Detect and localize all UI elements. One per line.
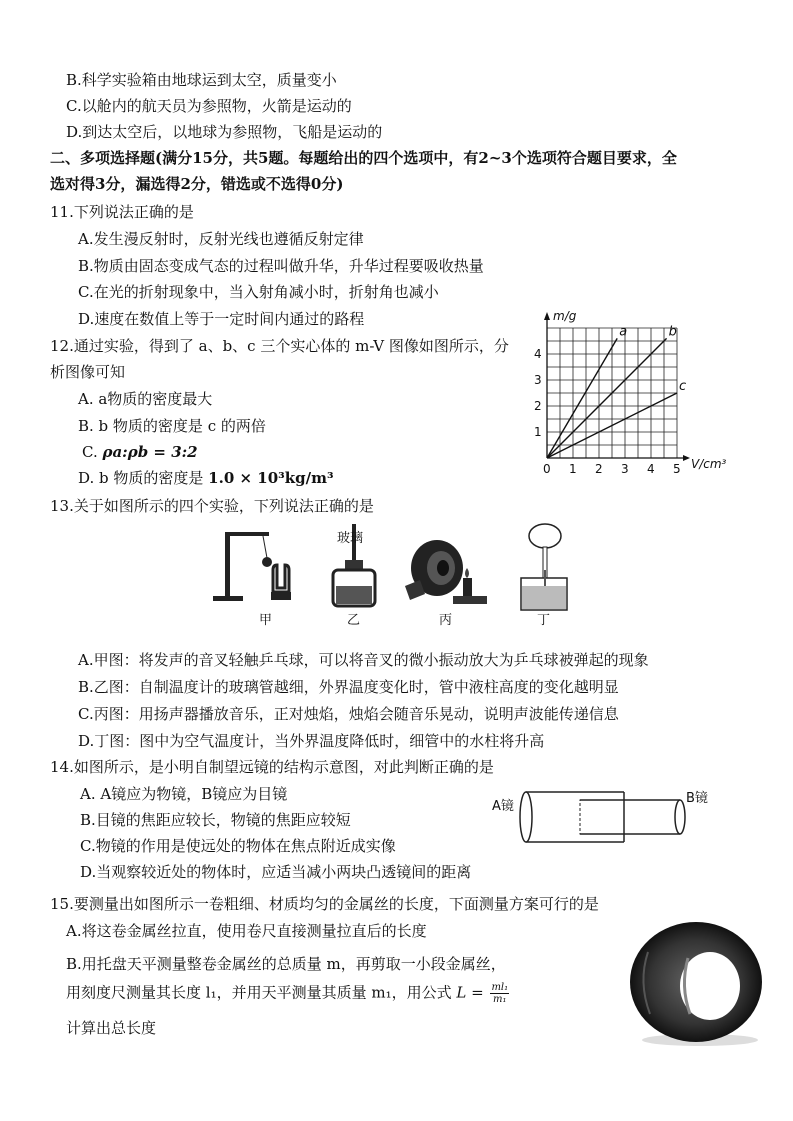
y-tick-label: 4 (534, 347, 542, 361)
y-tick-label: 2 (534, 399, 542, 413)
q15-formula-fraction (490, 982, 509, 1005)
q12-stem-line1: 12.通过实验，得到了 a、b、c 三个实心体的 m-V 图像如图所示，分 (50, 337, 509, 355)
q12-stem-line2: 析图像可知 (50, 363, 126, 381)
y-tick-label: 1 (534, 425, 542, 439)
q14-option-c: C.物镜的作用是使远处的物体在焦点附近成实像 (80, 837, 396, 855)
q15-option-a: A.将这卷金属丝拉直，使用卷尺直接测量拉直后的长度 (66, 922, 427, 940)
label-a-lens: A镜 (492, 799, 514, 814)
air-thermometer-setup (521, 524, 567, 610)
caption-ding: 丁 (537, 613, 551, 628)
m-v-chart (525, 306, 735, 476)
speaker-candle-setup (405, 540, 487, 604)
caption-jia: 甲 (259, 613, 273, 628)
q13-option-a: A.甲图：将发声的音叉轻触乒乓球，可以将音叉的微小振动放大为乒乓球被弹起的现象 (78, 651, 649, 669)
q11-option-a: A.发生漫反射时，反射光线也遵循反射定律 (78, 230, 364, 248)
label-glass: 玻璃 (337, 531, 364, 546)
b-lens (675, 800, 685, 834)
y-axis-label: m/g (553, 309, 577, 323)
x-tick-label: 5 (673, 462, 681, 476)
x-tick-label: 3 (621, 462, 629, 476)
q12-option-d-formula: 1.0 × 10³kg/m³ (208, 469, 334, 487)
telescope-diagram (488, 786, 723, 846)
q12-option-c-formula: ρa:ρb = 3:2 (102, 443, 198, 461)
caption-yi: 乙 (347, 613, 361, 628)
section-heading-line2: 选对得3分，漏选得2分，错选或不选得0分) (50, 175, 344, 193)
q10-option-c: C.以舱内的航天员为参照物，火箭是运动的 (66, 97, 352, 115)
series-label-b: b (668, 324, 677, 340)
q15-formula-lhs: L = (456, 983, 484, 1002)
x-tick-label: 4 (647, 462, 655, 476)
q14-option-a: A. A镜应为物镜，B镜应为目镜 (80, 785, 288, 803)
q12-option-c-prefix: C. (82, 443, 103, 461)
q15-option-b-line2 (66, 982, 509, 1005)
q15-formula-numerator: ml₁ (491, 982, 509, 993)
q10-option-d: D.到达太空后，以地球为参照物，飞船是运动的 (66, 123, 383, 141)
q12-option-c (82, 442, 198, 462)
q12-option-a: A. a物质的密度最大 (78, 390, 213, 408)
caption-bing: 丙 (439, 613, 453, 628)
y-tick-label: 3 (534, 373, 542, 387)
q13-option-c: C.丙图：用扬声器播放音乐，正对烛焰，烛焰会随音乐晃动，说明声波能传递信息 (78, 705, 619, 723)
q11-stem: 11.下列说法正确的是 (50, 203, 194, 221)
tuning-fork-pendulum-setup (213, 532, 291, 601)
q13-option-d: D.丁图：图中为空气温度计，当外界温度降低时，细管中的水柱将升高 (78, 732, 545, 750)
a-lens (520, 792, 532, 842)
q15-formula-denominator: m₁ (493, 994, 507, 1005)
q12-option-b: B. b 物质的密度是 c 的两倍 (78, 417, 266, 435)
q12-option-d-prefix: D. b 物质的密度是 (78, 469, 209, 487)
x-axis-label: V/cm³ (691, 457, 727, 471)
series-label-c: c (679, 379, 687, 394)
q15-stem: 15.要测量出如图所示一卷粗细、材质均匀的金属丝的长度，下面测量方案可行的是 (50, 895, 599, 913)
q14-option-d: D.当观察较近处的物体时，应适当减小两块凸透镜间的距离 (80, 863, 472, 881)
series-label-a: a (619, 324, 628, 340)
y-axis-arrow (544, 312, 550, 320)
x-axis-arrow (683, 455, 690, 461)
q13-experiments-figure (205, 520, 580, 630)
x-tick-label: 2 (595, 462, 603, 476)
label-b-lens: B镜 (686, 791, 708, 806)
q11-option-d: D.速度在数值上等于一定时间内通过的路程 (78, 310, 365, 328)
q13-option-b: B.乙图：自制温度计的玻璃管越细，外界温度变化时，管中液柱高度的变化越明显 (78, 678, 619, 696)
q13-stem: 13.关于如图所示的四个实验，下列说法正确的是 (50, 497, 374, 515)
x-tick-label: 1 (569, 462, 577, 476)
wire-coil-photo (618, 912, 778, 1052)
q15-option-b-line1: B.用托盘天平测量整卷金属丝的总质量 m，再剪取一小段金属丝， (66, 955, 506, 973)
q15-option-b-line3: 计算出总长度 (66, 1019, 157, 1037)
q10-option-b: B.科学实验箱由地球运到太空，质量变小 (66, 71, 337, 89)
section-heading-line1: 二、多项选择题(满分15分，共5题。每题给出的四个选项中，有2~3个选项符合题目要求，全 (50, 149, 677, 167)
q15-option-b-text: 用刻度尺测量其长度 l₁，并用天平测量其质量 m₁，用公式 (66, 983, 457, 1002)
q14-option-b: B.目镜的焦距应较长，物镜的焦距应较短 (80, 811, 351, 829)
q11-option-b: B.物质由固态变成气态的过程叫做升华，升华过程要吸收热量 (78, 257, 484, 275)
x-tick-label: 0 (543, 462, 551, 476)
q12-option-d (78, 468, 334, 488)
q14-stem: 14.如图所示，是小明自制望远镜的结构示意图，对此判断正确的是 (50, 758, 494, 776)
q11-option-c: C.在光的折射现象中，当入射角减小时，折射角也减小 (78, 283, 439, 301)
